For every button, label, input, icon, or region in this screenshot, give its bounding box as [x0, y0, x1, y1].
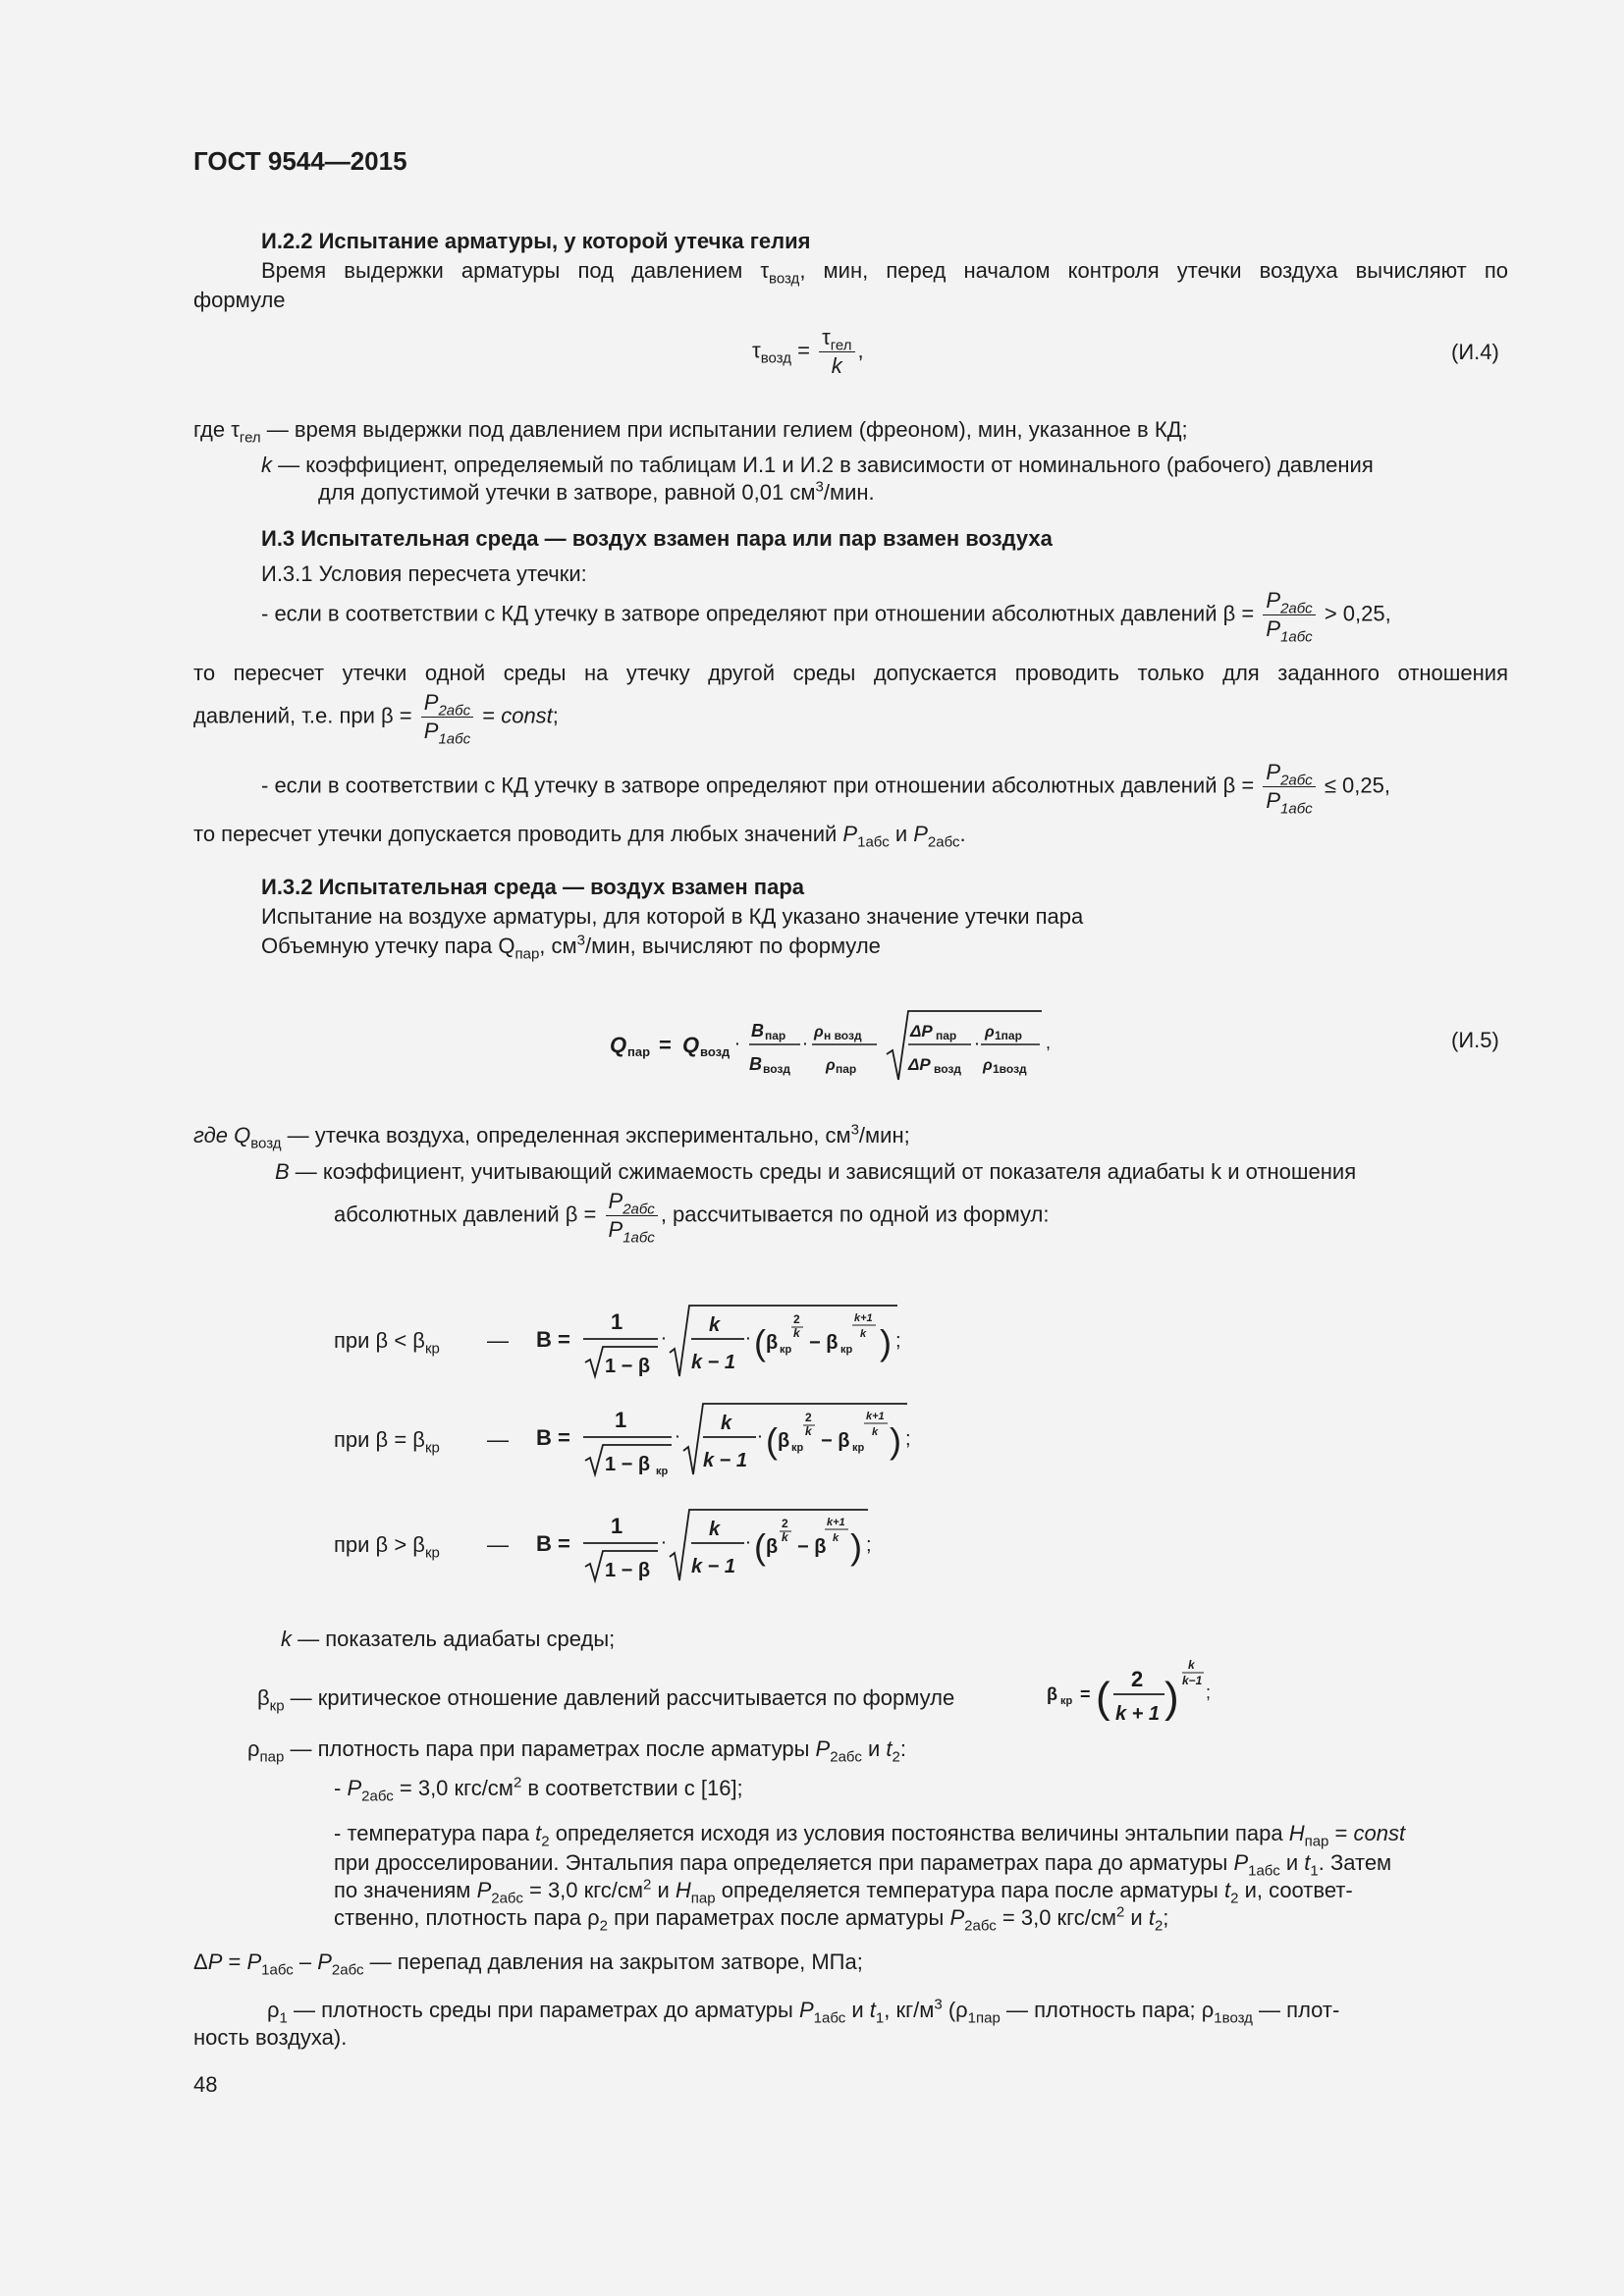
rho-par-item2-line2: при дросселировании. Энтальпия пара определяется при параметрах пара до арматуры $P_{1абс}$ и $t_1$. Затем [334, 1850, 1392, 1880]
formula-i5 [604, 999, 1056, 1097]
svg-text:кр: кр [852, 1442, 865, 1454]
svg-text:(: ( [1096, 1674, 1110, 1722]
rho-par-item2-line3: по значениям $P_{2абс} = 3,0$ кгс/$см^2$ и $H_{пар}$ определяется температура пара после арматуры $t_2$ и, соответ- [334, 1876, 1353, 1907]
svg-text:ΔP: ΔP [908, 1055, 931, 1074]
svg-text:k+1: k+1 [866, 1411, 885, 1422]
svg-text:пар: пар [836, 1062, 857, 1076]
svg-text:;: ; [1206, 1682, 1212, 1702]
svg-text:;: ; [905, 1428, 911, 1450]
paragraph-i31-cond1: - если в соответствии с КД утечку в затворе определяют при отношении абсолютных давлений β = $P_{2абс}$ $P_{1абс}$ > 0,25, [261, 588, 1391, 646]
svg-text:=: = [659, 1033, 672, 1057]
rho-par-item1: - $P_{2абс} = 3,0$ кгс/$см^2$ в соответствии с [16]; [334, 1774, 743, 1805]
svg-text:(: ( [754, 1322, 766, 1362]
svg-text:кр: кр [656, 1466, 669, 1477]
page-header-title: ГОСТ 9544—2015 [193, 146, 407, 176]
svg-text:1 − β: 1 − β [605, 1356, 651, 1377]
svg-text:): ) [850, 1526, 862, 1567]
svg-text:1: 1 [611, 1514, 623, 1538]
svg-text:k: k [1188, 1658, 1195, 1672]
definition-rho-1-line2: ность воздуха). [193, 2025, 348, 2050]
svg-text:− β: − β [797, 1536, 827, 1558]
svg-text:·: · [975, 1036, 980, 1051]
paragraph-i32-line1: Испытание на воздухе арматуры, для которой в КД указано значение утечки пара [261, 904, 1084, 929]
svg-text:1: 1 [611, 1309, 623, 1334]
svg-text:B =: B = [536, 1425, 570, 1450]
svg-text:k: k [805, 1424, 812, 1438]
svg-text:пар: пар [627, 1044, 651, 1059]
svg-text:β: β [778, 1430, 790, 1452]
svg-text:·: · [746, 1534, 751, 1550]
svg-text:возд: возд [700, 1044, 731, 1059]
svg-text:k−1: k−1 [1182, 1674, 1203, 1687]
svg-text:ΔP: ΔP [910, 1022, 933, 1041]
svg-text:k − 1: k − 1 [691, 1556, 736, 1577]
svg-text:пар: пар [765, 1029, 786, 1042]
page-number: 48 [193, 2072, 218, 2097]
section-heading-i22: И.2.2 Испытание арматуры, у которой утечка гелия [261, 229, 811, 253]
svg-text:·: · [676, 1428, 680, 1444]
svg-text:k: k [793, 1326, 800, 1340]
svg-text:возд: возд [763, 1062, 790, 1076]
svg-text:B: B [749, 1054, 762, 1074]
svg-text:k: k [782, 1530, 788, 1544]
paragraph-i31-line2: то пересчет утечки одной среды на утечку другой среды допускается проводить только для заданного отношения [193, 661, 1508, 685]
svg-text:ρ: ρ [985, 1024, 995, 1041]
svg-text:): ) [880, 1322, 892, 1362]
svg-text:− β: − β [809, 1332, 839, 1354]
svg-text:k: k [709, 1519, 721, 1540]
svg-text:ρ: ρ [983, 1057, 993, 1074]
svg-text:k − 1: k − 1 [691, 1352, 736, 1373]
svg-text:k − 1: k − 1 [703, 1450, 748, 1471]
paragraph-i31-line5: то пересчет утечки допускается проводить для любых значений $P_{1абс}$ и $P_{2абс}$. [193, 822, 966, 851]
definition-q-vozd: где $Q_{возд}$ — утечка воздуха, определенная экспериментально, $см^3$/мин; [193, 1121, 910, 1152]
svg-text:β: β [1047, 1684, 1057, 1704]
svg-text:;: ; [895, 1330, 901, 1352]
case-beta-equal: при $\beta = \beta_{кр}$ [334, 1427, 440, 1457]
svg-text:B =: B = [536, 1327, 570, 1352]
definition-b-line2: абсолютных давлений β = $P_{2абс}$ $P_{1абс}$ , рассчитывается по одной из формул: [334, 1189, 1050, 1247]
definition-tau-gel: где $\tau_{гел}$ — время выдержки под давлением при испытании гелием (фреоном), мин, указанное в КД; [193, 417, 1188, 447]
svg-text:;: ; [866, 1534, 872, 1556]
definition-delta-p: $\Delta P = P_{1абс} - P_{2абс}$ — перепад давления на закрытом затворе, МПа; [193, 1949, 863, 1979]
svg-text:пар: пар [936, 1029, 957, 1042]
svg-text:1пар: 1пар [995, 1029, 1022, 1042]
svg-text:1: 1 [615, 1408, 627, 1432]
svg-text:k: k [860, 1328, 867, 1340]
case-dash-1: — [487, 1328, 509, 1353]
svg-text:2: 2 [793, 1312, 800, 1326]
svg-text:): ) [890, 1420, 901, 1461]
paragraph-i22-line2: формуле [193, 288, 286, 312]
svg-text:2: 2 [1131, 1667, 1144, 1691]
svg-text:2: 2 [782, 1517, 788, 1530]
case-dash-2: — [487, 1427, 509, 1452]
svg-text:Q: Q [682, 1033, 700, 1057]
svg-text:·: · [758, 1428, 763, 1444]
svg-text:(: ( [754, 1526, 766, 1567]
svg-text:k: k [709, 1314, 721, 1336]
definition-b: B — коэффициент, учитывающий сжимаемость среды и зависящий от показателя адиабаты k и отношения [275, 1159, 1357, 1184]
section-heading-i32: И.3.2 Испытательная среда — воздух взамен пара [261, 875, 804, 899]
svg-text:k+1: k+1 [827, 1517, 845, 1528]
rho-par-item2-line1: - температура пара $t_2$ определяется исходя из условия постоянства величины энтальпии пара $H_{пар}$ = const [334, 1821, 1406, 1850]
svg-text:·: · [662, 1534, 667, 1550]
svg-text:·: · [735, 1036, 740, 1051]
formula-i4: $\tau_{возд}$ = $\tau_{гел}$ k , [752, 325, 864, 378]
definition-k-line2: для допустимой утечки в затворе, равной 0,01 $см^3$/мин. [318, 478, 875, 505]
definition-k: k — коэффициент, определяемый по таблицам И.1 и И.2 в зависимости от номинального (рабочего) давления [261, 453, 1374, 477]
svg-text:k: k [872, 1426, 879, 1438]
svg-text:k + 1: k + 1 [1115, 1703, 1161, 1725]
formula-i4-tag: (И.4) [1451, 340, 1499, 364]
svg-text:·: · [746, 1330, 751, 1346]
paragraph-i31-line3: давлений, т.е. при β = $P_{2абс}$ $P_{1абс}$ = const; [193, 690, 559, 748]
svg-text:β: β [766, 1332, 779, 1354]
svg-text:Q: Q [610, 1033, 627, 1057]
definition-rho-1: $\rho_1$ — плотность среды при параметрах до арматуры $P_{1абс}$ и $t_1$, $кг/м^3$ ($\rho_{1пар}$ — плотность пара; $\rho_{1возд}$ — плот- [267, 1996, 1340, 2027]
svg-text:·: · [803, 1036, 808, 1051]
formula-i5-tag: (И.5) [1451, 1028, 1499, 1052]
svg-text:возд: возд [934, 1062, 961, 1076]
formula-case3 [534, 1498, 897, 1586]
svg-text:кр: кр [840, 1344, 853, 1356]
svg-text:B =: B = [536, 1531, 570, 1556]
svg-text:·: · [662, 1330, 667, 1346]
definition-k-adiabatic: k — показатель адиабаты среды; [281, 1627, 616, 1651]
case-beta-less: при $\beta < \beta_{кр}$ [334, 1328, 440, 1358]
svg-text:,: , [1046, 1033, 1052, 1052]
paragraph-i31-cond2: - если в соответствии с КД утечку в затворе определяют при отношении абсолютных давлений β = $P_{2абс}$ $P_{1абс}$ ≤ 0,25, [261, 760, 1390, 818]
svg-text:1 − β: 1 − β [605, 1454, 651, 1475]
paragraph-i32-line2: Объемную утечку пара $Q_{пар}$, $см^3$/мин, вычисляют по формуле [261, 932, 881, 963]
paragraph-i31: И.3.1 Условия пересчета утечки: [261, 561, 587, 586]
case-dash-3: — [487, 1532, 509, 1557]
formula-case2 [534, 1392, 917, 1480]
svg-text:k: k [833, 1532, 839, 1544]
svg-text:1возд: 1возд [993, 1062, 1027, 1076]
paragraph-i22-line1: Время выдержки арматуры под давлением $\tau_{возд}$, мин, перед началом контроля утечки воздуха вычисляют по [261, 258, 1508, 288]
svg-text:=: = [1080, 1684, 1091, 1704]
svg-text:k+1: k+1 [854, 1312, 873, 1324]
svg-text:1 − β: 1 − β [605, 1560, 651, 1581]
rho-par-item2-line4: ственно, плотность пара $\rho_2$ при параметрах после арматуры $P_{2абс} = 3,0$ кгс/$см^2$ и $t_2$; [334, 1903, 1169, 1935]
definition-beta-kr: $\beta_{кр}$ — критическое отношение давлений рассчитывается по формуле [257, 1685, 955, 1715]
svg-text:2: 2 [805, 1411, 812, 1424]
svg-text:− β: − β [821, 1430, 850, 1452]
formula-case1 [534, 1294, 907, 1382]
svg-text:): ) [1164, 1674, 1179, 1722]
svg-text:k: k [721, 1413, 732, 1434]
svg-text:ρ: ρ [826, 1057, 836, 1074]
svg-text:B: B [751, 1021, 764, 1041]
formula-beta-kr [1045, 1649, 1221, 1728]
svg-text:ρ: ρ [814, 1024, 824, 1041]
svg-text:н возд: н возд [824, 1029, 862, 1042]
svg-text:кр: кр [780, 1344, 792, 1356]
svg-text:кр: кр [1060, 1695, 1073, 1707]
case-beta-greater: при $\beta > \beta_{кр}$ [334, 1532, 440, 1562]
section-heading-i3: И.3 Испытательная среда — воздух взамен пара или пар взамен воздуха [261, 526, 1053, 551]
svg-text:β: β [766, 1536, 779, 1558]
svg-text:(: ( [766, 1420, 778, 1461]
definition-rho-par: $\rho_{пар}$ — плотность пара при параметрах после арматуры $P_{2абс}$ и $t_2$: [247, 1736, 906, 1766]
svg-text:кр: кр [791, 1442, 804, 1454]
